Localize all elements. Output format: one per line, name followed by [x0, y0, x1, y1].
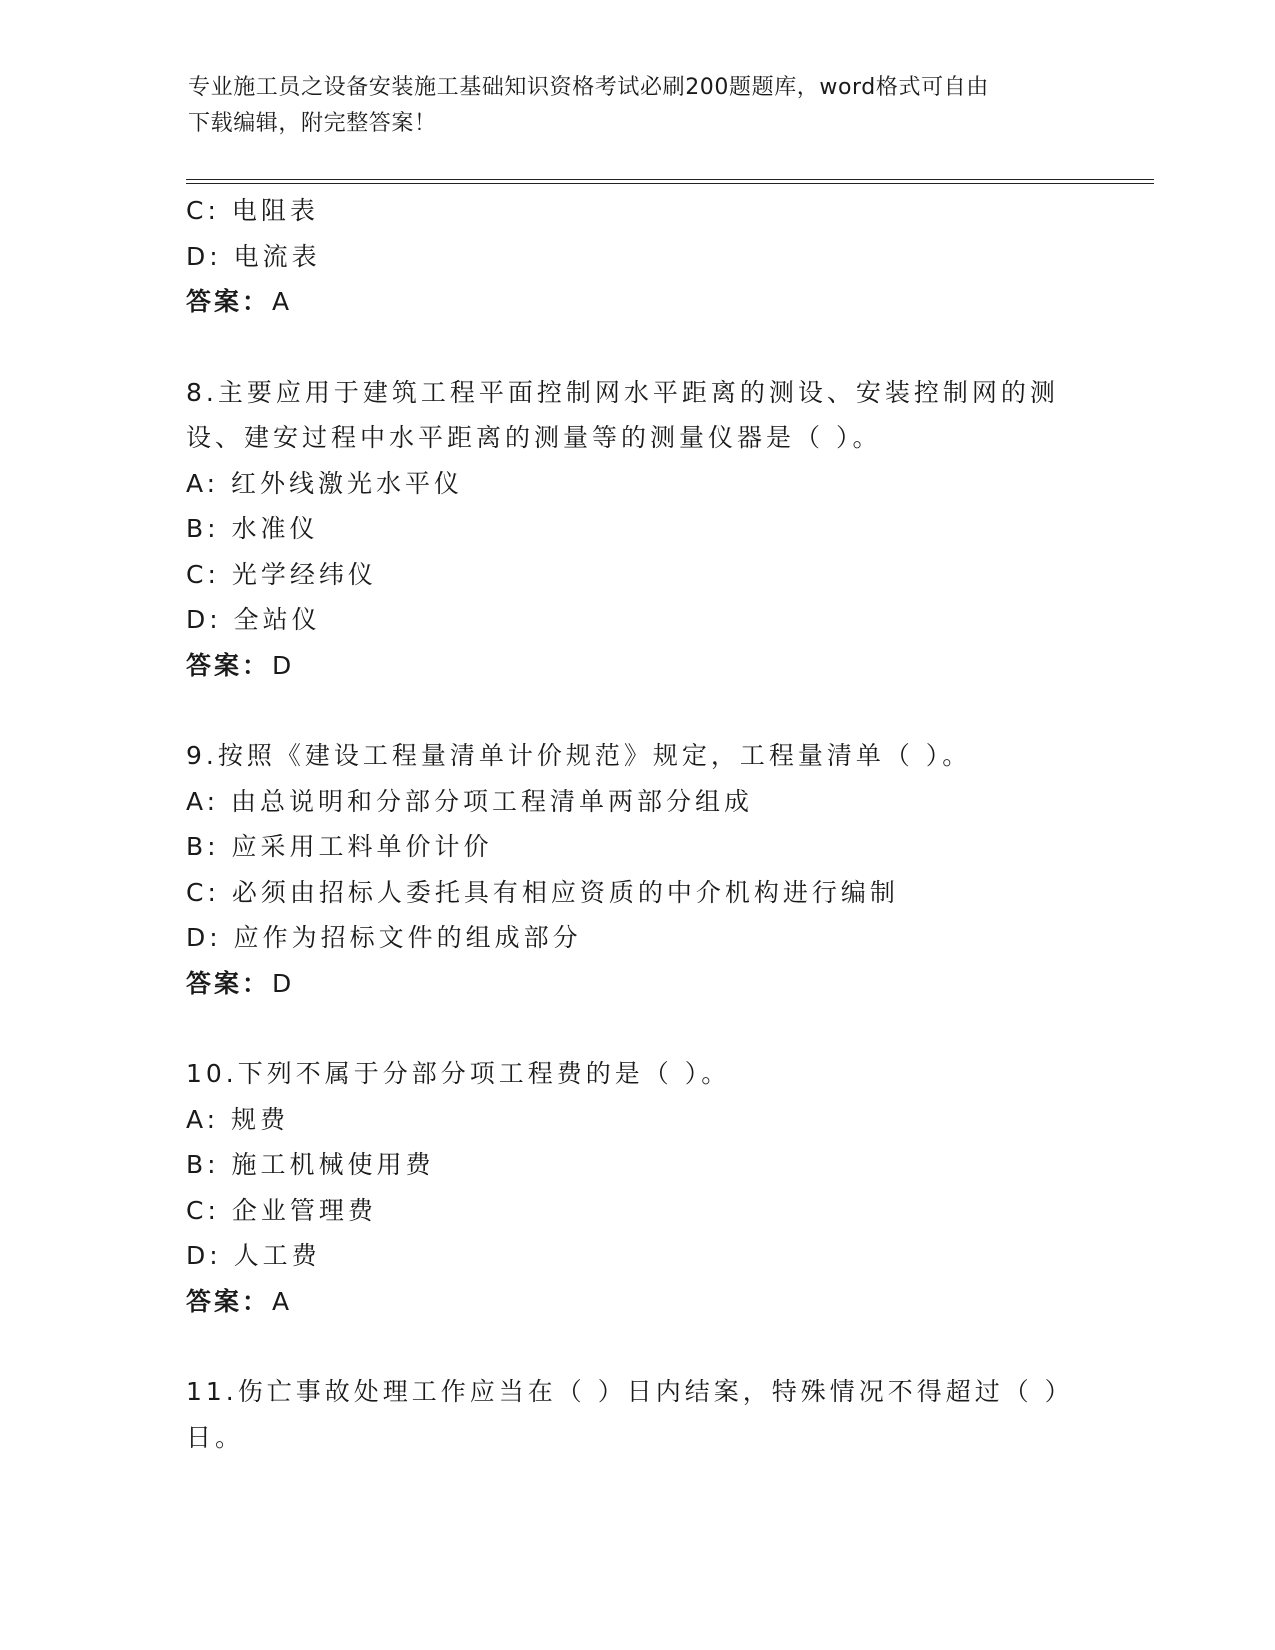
- answer-label: 答案：: [186, 650, 271, 680]
- option-b: [186, 506, 1086, 552]
- option-c: [186, 188, 1086, 234]
- option-text: 企业管理费: [231, 1195, 377, 1225]
- question-stem: 8.主要应用于建筑工程平面控制网水平距离的测设、安装控制网的测: [186, 377, 1059, 407]
- option-a: [186, 461, 1086, 507]
- header-divider-top: [186, 179, 1154, 180]
- option-key: D:: [186, 605, 222, 634]
- option-key: B:: [186, 832, 220, 861]
- option-text: 由总说明和分部分项工程清单两部分组成: [231, 786, 754, 816]
- option-text: 红外线激光水平仪: [231, 468, 464, 498]
- question-10: [186, 1051, 1086, 1324]
- answer-value: D: [272, 650, 294, 680]
- option-a: [186, 779, 1086, 825]
- option-key: D:: [186, 241, 222, 271]
- option-key: C:: [186, 1195, 220, 1225]
- option-text: 必须由招标人委托具有相应资质的中介机构进行编制: [231, 877, 899, 907]
- option-b: [186, 824, 1086, 870]
- option-a: [186, 1097, 1086, 1143]
- option-c: [186, 870, 1086, 916]
- option-text: 水准仪: [231, 514, 319, 543]
- option-c: [186, 1188, 1086, 1234]
- question-list: [186, 188, 1086, 1460]
- option-text: 应采用工料单价计价: [231, 832, 493, 861]
- question-8: [186, 370, 1086, 689]
- question-stem-continued: 设、建安过程中水平距离的测量等的测量仪器是（ ）。: [186, 423, 882, 452]
- option-b: [186, 1142, 1086, 1188]
- answer-value: A: [272, 287, 292, 316]
- question-stem-continued: 日。: [186, 1422, 245, 1452]
- answer-value: D: [272, 968, 294, 998]
- question-11: [186, 1369, 1086, 1460]
- option-text: 全站仪: [233, 605, 321, 634]
- header-line-1: 专业施工员之设备安装施工基础知识资格考试必刷200题题库，word格式可自由: [188, 75, 989, 100]
- answer-value: A: [272, 1286, 292, 1316]
- option-key: A:: [186, 786, 220, 816]
- option-d: [186, 597, 1086, 643]
- option-d: [186, 234, 1086, 280]
- option-text: 光学经纬仪: [231, 559, 377, 589]
- option-key: B:: [186, 514, 220, 543]
- question-9: [186, 733, 1086, 1006]
- option-key: A:: [186, 468, 220, 498]
- option-key: B:: [186, 1150, 220, 1179]
- option-key: D:: [186, 1241, 222, 1270]
- option-key: C:: [186, 559, 220, 589]
- option-key: C:: [186, 196, 220, 225]
- option-text: 规费: [231, 1104, 290, 1134]
- answer-label: 答案：: [186, 1286, 271, 1316]
- option-text: 人工费: [233, 1241, 321, 1270]
- option-text: 应作为招标文件的组成部分: [233, 923, 582, 952]
- question-stem: 11.伤亡事故处理工作应当在（ ）日内结案，特殊情况不得超过（ ）: [186, 1377, 1074, 1406]
- option-key: A:: [186, 1104, 220, 1134]
- option-d: [186, 915, 1086, 961]
- answer-label: 答案：: [186, 287, 271, 316]
- question-7-tail: [186, 188, 1086, 325]
- option-text: 电流表: [233, 241, 321, 271]
- option-key: C:: [186, 877, 220, 907]
- option-d: [186, 1233, 1086, 1279]
- answer-line: [186, 279, 1086, 325]
- question-stem: 10.下列不属于分部分项工程费的是（ ）。: [186, 1059, 731, 1088]
- document-header: [188, 70, 1068, 142]
- option-key: D:: [186, 923, 222, 952]
- answer-line: [186, 961, 1086, 1007]
- answer-line: [186, 643, 1086, 689]
- option-text: 电阻表: [231, 196, 319, 225]
- option-c: [186, 552, 1086, 598]
- header-divider-bottom: [186, 183, 1154, 184]
- header-line-2: 下载编辑，附完整答案！: [188, 111, 437, 136]
- question-stem: 9.按照《建设工程量清单计价规范》规定，工程量清单（ ）。: [186, 741, 972, 770]
- answer-line: [186, 1279, 1086, 1325]
- answer-label: 答案：: [186, 968, 271, 998]
- option-text: 施工机械使用费: [231, 1150, 435, 1179]
